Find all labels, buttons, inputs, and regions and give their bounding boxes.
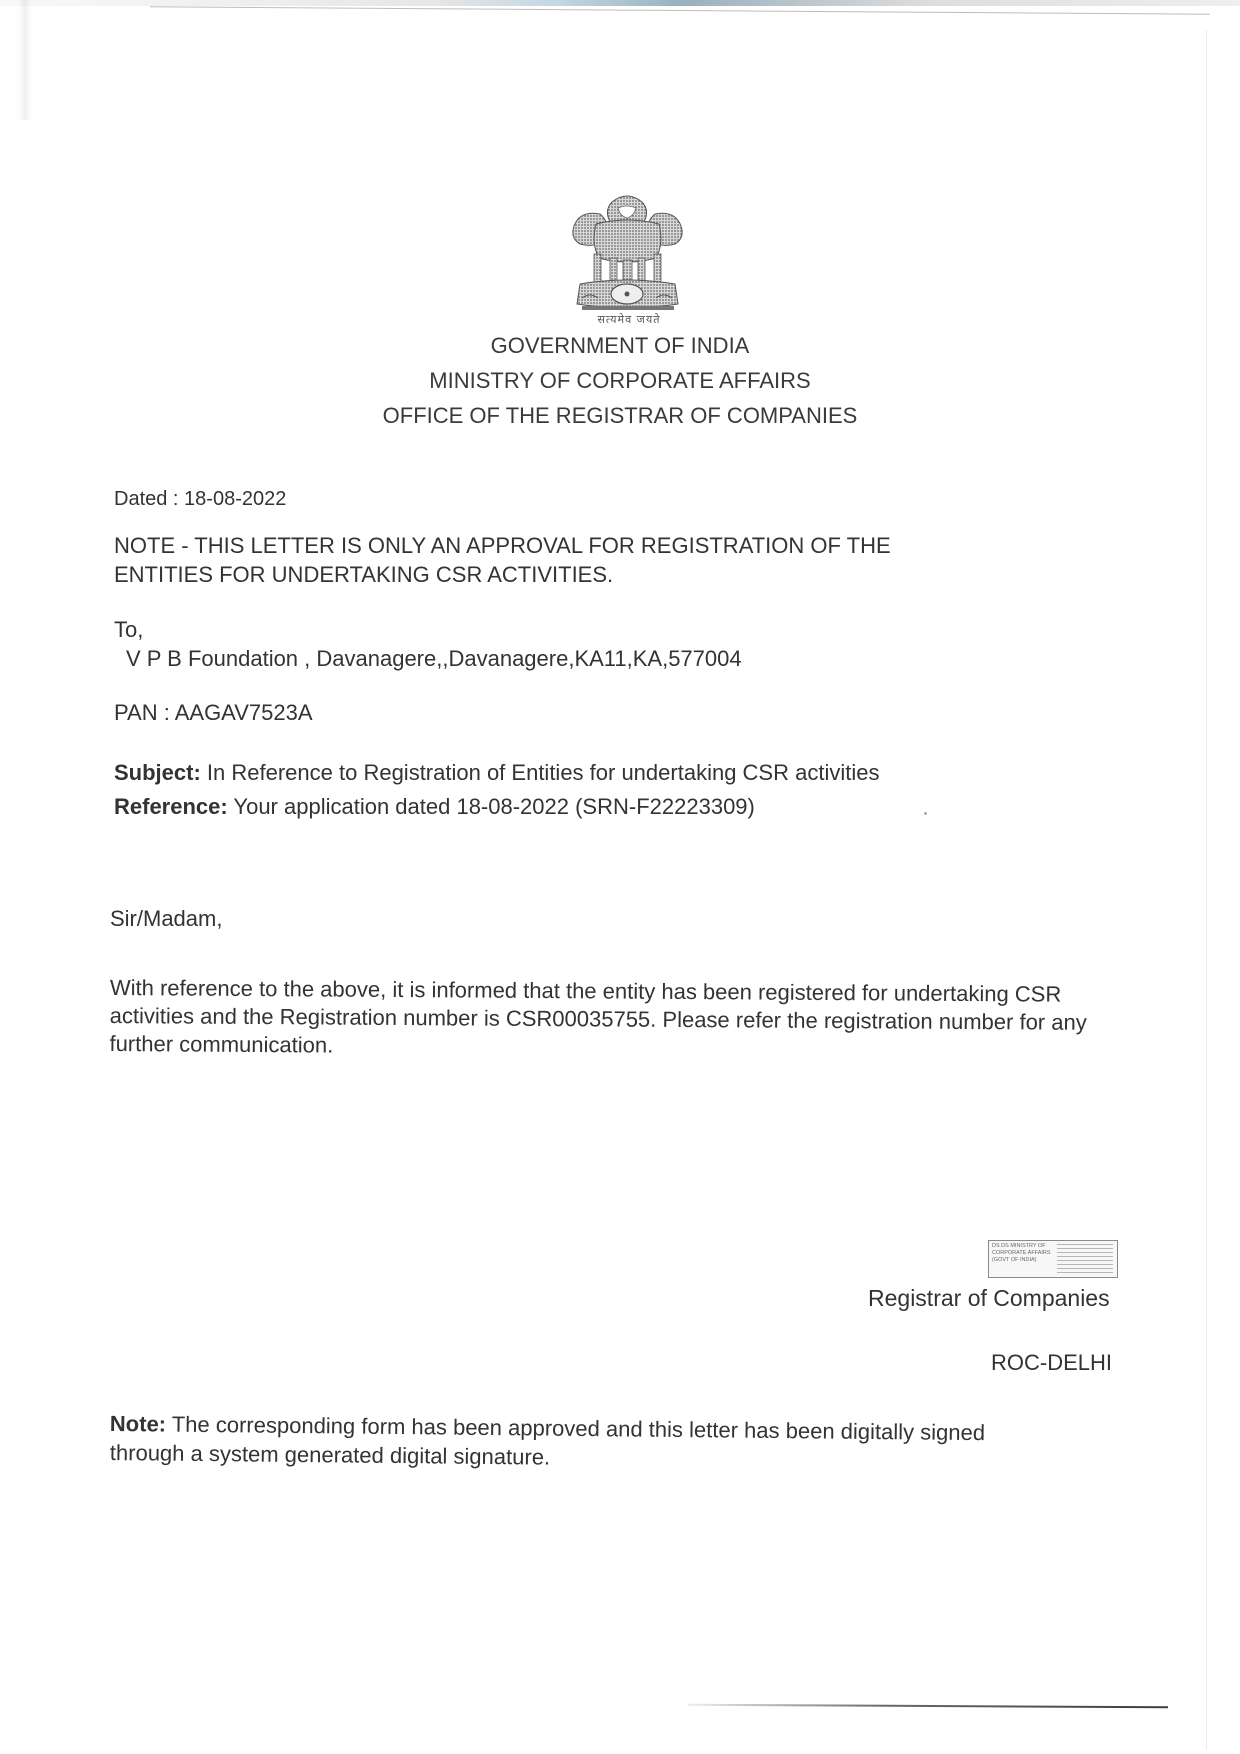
salutation: Sir/Madam, bbox=[110, 906, 223, 931]
subject-text: In Reference to Registration of Entities for undertaking CSR activities bbox=[200, 760, 880, 785]
signatory-office: ROC-DELHI bbox=[991, 1350, 1113, 1375]
footer-note-line-2: through a system generated digital signature. bbox=[109, 1440, 551, 1470]
scan-shadow bbox=[18, 0, 32, 120]
digital-signature-stamp bbox=[988, 1240, 1118, 1278]
footer-note-text: The corresponding form has been approved and this letter has been digitally signed bbox=[165, 1411, 986, 1446]
header-office: OFFICE OF THE REGISTRAR OF COMPANIES bbox=[382, 403, 858, 428]
scan-speck bbox=[924, 812, 927, 815]
scan-bottom-line bbox=[688, 1704, 1168, 1709]
national-emblem-icon bbox=[560, 188, 695, 318]
reference-label: Reference: bbox=[114, 794, 228, 819]
body-paragraph: With reference to the above, it is informed that the entity has been registered for undertaking CSR activities and the Registration number is CSR00035755. Please refer the registration number for any further communication. bbox=[109, 975, 1087, 1058]
recipient-address: V P B Foundation , Davanagere,,Davanagere,KA11,KA,577004 bbox=[126, 646, 742, 671]
header-ministry: MINISTRY OF CORPORATE AFFAIRS bbox=[429, 368, 811, 393]
subject-label: Subject: bbox=[114, 760, 201, 785]
approval-note-line-2: ENTITIES FOR UNDERTAKING CSR ACTIVITIES. bbox=[114, 562, 614, 587]
subject-line bbox=[114, 760, 879, 786]
signature-detail-lines bbox=[1057, 1244, 1113, 1274]
letter-date: Dated : 18-08-2022 bbox=[114, 488, 287, 510]
signatory-title: Registrar of Companies bbox=[868, 1285, 1110, 1311]
reference-text: Your application dated 18-08-2022 (SRN-F22223309) bbox=[227, 794, 755, 819]
recipient-label: To, bbox=[114, 617, 144, 642]
header-government: GOVERNMENT OF INDIA bbox=[490, 333, 750, 358]
scan-edge-line bbox=[150, 6, 1210, 14]
footer-note-label: Note: bbox=[109, 1411, 167, 1437]
reference-line bbox=[114, 794, 755, 820]
scan-right-edge bbox=[1206, 30, 1207, 1750]
scan-top-edge bbox=[0, 0, 1240, 6]
emblem-motto: सत्यमेव जयते bbox=[597, 313, 661, 326]
signature-stamp-text: DS DS MINISTRY OF CORPORATE AFFAIRS (GOVT OF INDIA) bbox=[992, 1243, 1051, 1263]
pan-number: PAN : AAGAV7523A bbox=[114, 700, 313, 725]
approval-note-line-1: NOTE - THIS LETTER IS ONLY AN APPROVAL FOR REGISTRATION OF THE bbox=[114, 533, 891, 558]
